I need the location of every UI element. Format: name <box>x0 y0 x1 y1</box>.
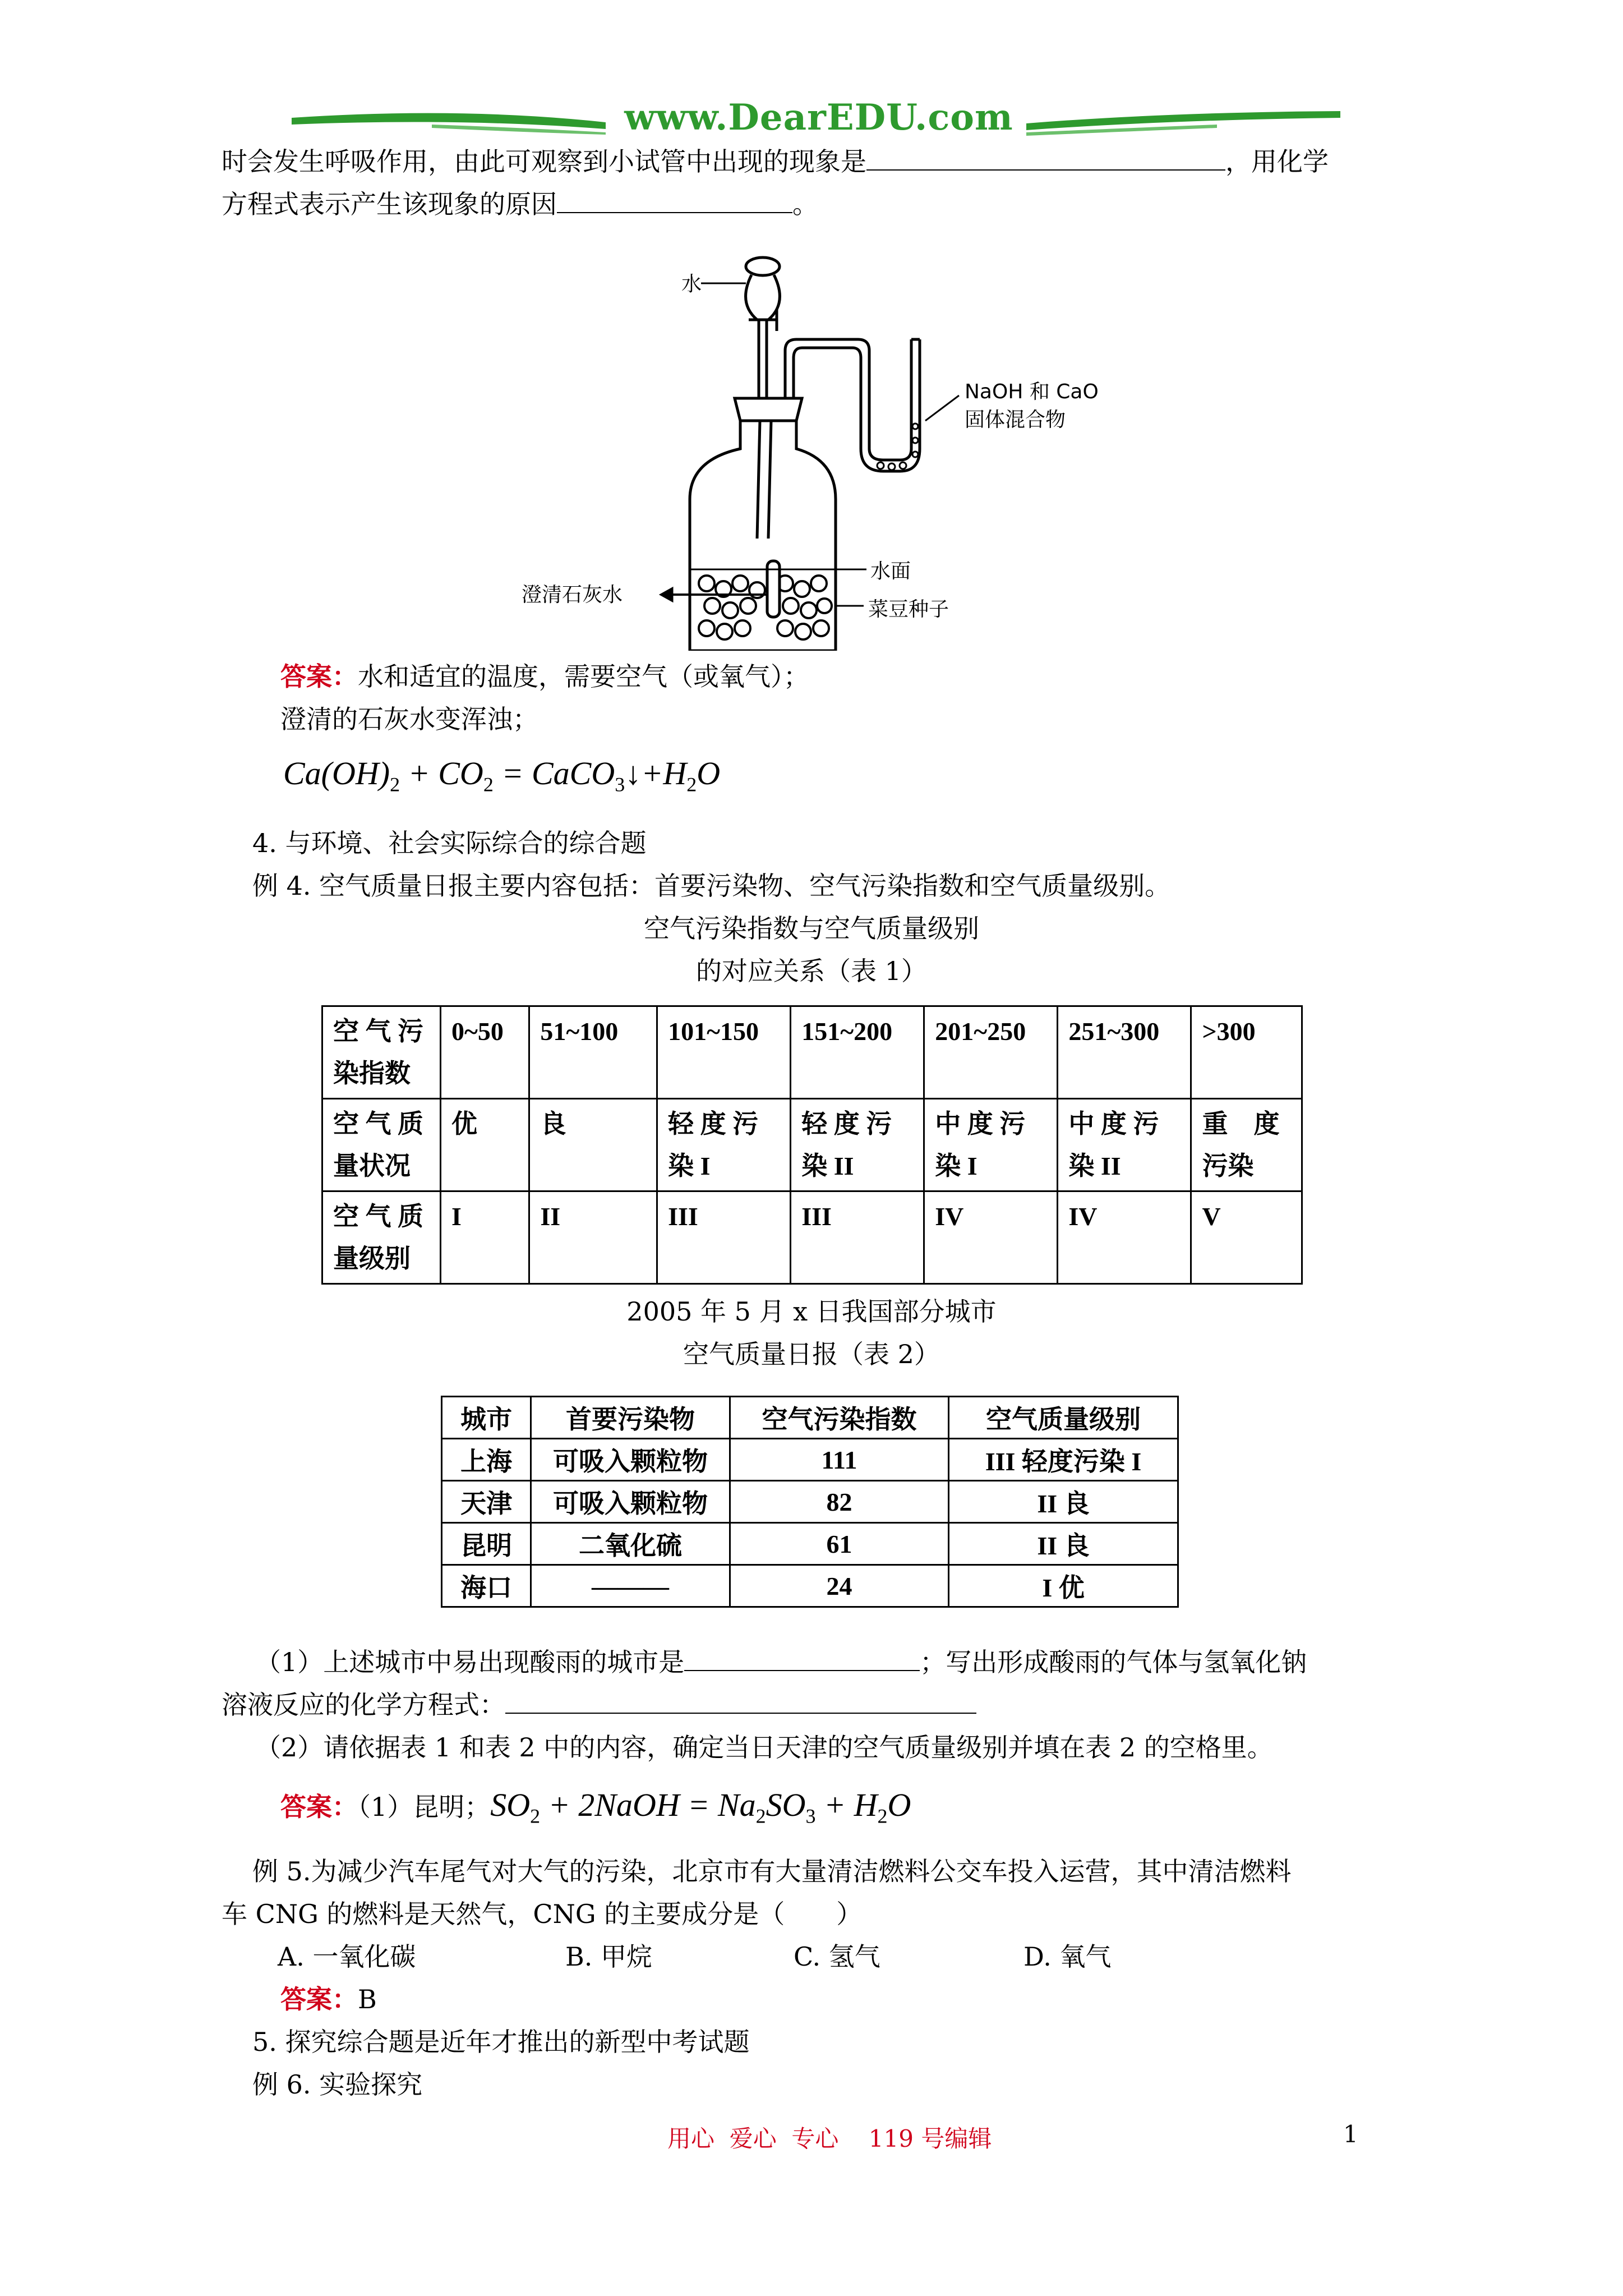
table-row <box>322 1099 1302 1191</box>
answer4-line <box>280 1784 911 1838</box>
option-c[interactable]: C. 氢气 <box>794 1941 880 1972</box>
table2-caption-1: 2005 年 5 月 x 日我国部分城市 <box>626 1296 997 1327</box>
column-header: 城市 <box>442 1397 531 1439</box>
table-cell: 二氧化硫 <box>531 1523 730 1565</box>
option-a[interactable]: A. 一氧化碳 <box>278 1941 416 1972</box>
table-cell: IV <box>924 1191 1058 1284</box>
answer-blank-city[interactable] <box>684 1645 920 1671</box>
table-row <box>442 1439 1178 1481</box>
site-url[interactable]: www.DearEDU.com <box>624 96 1013 139</box>
table-row <box>442 1523 1178 1565</box>
answer3-text-1: 水和适宜的温度，需要空气（或氧气）； <box>358 661 809 692</box>
table-cell: 111 <box>730 1439 948 1481</box>
formula-caoh2-co2: $Ca(OH)_2 + CO_2$ = $CaCO_3↓+H_2O$ <box>283 755 721 796</box>
intro-text-1a: 时会发生呼吸作用，由此可观察到小试管中出现的现象是 <box>222 146 866 177</box>
answer5-line <box>280 1978 377 2021</box>
column-header: 空气污染指数 <box>730 1397 948 1439</box>
table-cell: I 优 <box>949 1565 1178 1607</box>
section5-heading: 5. 探究综合题是近年才推出的新型中考试题 <box>252 2027 750 2057</box>
table-row <box>322 1191 1302 1284</box>
table-cell: IV <box>1058 1191 1191 1284</box>
table-aqi-levels <box>321 1005 1303 1285</box>
table-cell: 海口 <box>442 1565 531 1607</box>
table-cell: 空 气 质 量级别 <box>322 1191 441 1284</box>
section4-heading: 4. 与环境、社会实际综合的综合题 <box>252 828 647 858</box>
table1-title-2: 的对应关系（表 1） <box>696 956 927 986</box>
question4-1-line-1 <box>255 1641 1307 1683</box>
column-header: 首要污染物 <box>531 1397 730 1439</box>
label-seeds: 菜豆种子 <box>868 598 949 621</box>
table-row <box>322 1006 1302 1099</box>
table-cell: 空 气 污 染指数 <box>322 1006 441 1099</box>
table-cell: 轻 度 污 染 I <box>657 1099 791 1191</box>
question4-1-text-b: ；写出形成酸雨的气体与氢氧化钠 <box>920 1647 1307 1677</box>
table-row <box>442 1565 1178 1607</box>
intro-text-2a: 方程式表示产生该现象的原因 <box>222 189 557 219</box>
table-header-row <box>442 1397 1178 1439</box>
table-cell: 上海 <box>442 1439 531 1481</box>
answer-blank-2[interactable] <box>557 187 792 213</box>
intro-line-2 <box>222 183 818 226</box>
table-cell: II 良 <box>949 1523 1178 1565</box>
column-header: 空气质量级别 <box>949 1397 1178 1439</box>
example5-line-1: 例 5.为减少汽车尾气对大气的污染，北京市有大量清洁燃料公交车投入运营，其中清洁燃料 <box>252 1856 1292 1887</box>
table-cell: III 轻度污染 I <box>949 1439 1178 1481</box>
table-cell: II <box>529 1191 657 1284</box>
table-cell: 天津 <box>442 1481 531 1523</box>
label-water-surface: 水面 <box>870 560 911 583</box>
apparatus-diagram <box>522 236 1144 651</box>
table-cell: 重 度 污染 <box>1191 1099 1302 1191</box>
answer-label: 答案： <box>280 1792 358 1822</box>
table-cell: V <box>1191 1191 1302 1284</box>
intro-text-1b: ，用化学 <box>1225 146 1329 177</box>
intro-line-1 <box>222 140 1329 183</box>
question4-1-text-c: 溶液反应的化学方程式： <box>222 1690 505 1720</box>
table-row <box>442 1481 1178 1523</box>
label-naoh-cao: NaOH 和 CaO <box>965 380 1099 403</box>
table-cell: 251~300 <box>1058 1006 1191 1099</box>
label-lime-water: 澄清石灰水 <box>522 583 623 606</box>
table-cell: 可吸入颗粒物 <box>531 1439 730 1481</box>
answer3-line-2: 澄清的石灰水变浑浊； <box>280 704 538 734</box>
intro-text-2b: 。 <box>792 189 818 219</box>
label-solid-mix: 固体混合物 <box>965 408 1066 431</box>
table-cell: 空 气 质 量状况 <box>322 1099 441 1191</box>
example4-text: 例 4. 空气质量日报主要内容包括：首要污染物、空气污染指数和空气质量级别。 <box>252 871 1171 901</box>
question4-1-text-a: （1）上述城市中易出现酸雨的城市是 <box>255 1647 685 1677</box>
table-cell: 昆明 <box>442 1523 531 1565</box>
site-banner <box>292 95 1340 146</box>
label-water: 水 <box>681 273 702 296</box>
table-cell: I <box>440 1191 529 1284</box>
table-cell: 中 度 污 染 I <box>924 1099 1058 1191</box>
table1-title-1: 空气污染指数与空气质量级别 <box>644 913 979 944</box>
answer-label: 答案： <box>280 661 358 692</box>
table-cell: 可吸入颗粒物 <box>531 1481 730 1523</box>
table-cell: 0~50 <box>440 1006 529 1099</box>
option-d[interactable]: D. 氧气 <box>1023 1941 1112 1972</box>
table-cell: 101~150 <box>657 1006 791 1099</box>
example6-heading: 例 6. 实验探究 <box>252 2069 423 2100</box>
answer4-text: （1）昆明； <box>358 1792 491 1822</box>
question4-1-line-2 <box>222 1683 976 1726</box>
table-cell: 轻 度 污 染 II <box>791 1099 924 1191</box>
formula-so2-naoh: $SO_2$ + 2NaOH = $Na_2SO_3 + H_2O$ <box>490 1787 911 1828</box>
footer-text: 用心 爱心 专心 119 号编辑 <box>667 2125 992 2152</box>
example5-line-2: 车 CNG 的燃料是天然气，CNG 的主要成分是（ ） <box>222 1899 863 1929</box>
question4-2: （2）请依据表 1 和表 2 中的内容，确定当日天津的空气质量级别并填在表 2 的空格里。 <box>255 1732 1273 1763</box>
table-cell: 中 度 污 染 II <box>1058 1099 1191 1191</box>
answer-blank-equation[interactable] <box>505 1688 976 1714</box>
page-number: 1 <box>1343 2120 1358 2148</box>
table-cell: 151~200 <box>791 1006 924 1099</box>
answer3-line-1 <box>280 655 809 698</box>
answer5-value: B <box>358 1984 377 2014</box>
table-cell: 201~250 <box>924 1006 1058 1099</box>
table-cell: III <box>657 1191 791 1284</box>
table-cell: 82 <box>730 1481 948 1523</box>
table-cell: ——— <box>531 1565 730 1607</box>
answer-label: 答案： <box>280 1984 358 2014</box>
table-cell: 61 <box>730 1523 948 1565</box>
table-cell: III <box>791 1191 924 1284</box>
answer-blank-1[interactable] <box>866 145 1225 171</box>
option-b[interactable]: B. 甲烷 <box>565 1941 653 1972</box>
table-cell: 51~100 <box>529 1006 657 1099</box>
table-cell: 24 <box>730 1565 948 1607</box>
table-cell: II 良 <box>949 1481 1178 1523</box>
table-cell: >300 <box>1191 1006 1302 1099</box>
table-cell: 良 <box>529 1099 657 1191</box>
table-cell: 优 <box>440 1099 529 1191</box>
table2-caption-2: 空气质量日报（表 2） <box>683 1339 940 1369</box>
table-city-daily-report <box>441 1396 1179 1608</box>
